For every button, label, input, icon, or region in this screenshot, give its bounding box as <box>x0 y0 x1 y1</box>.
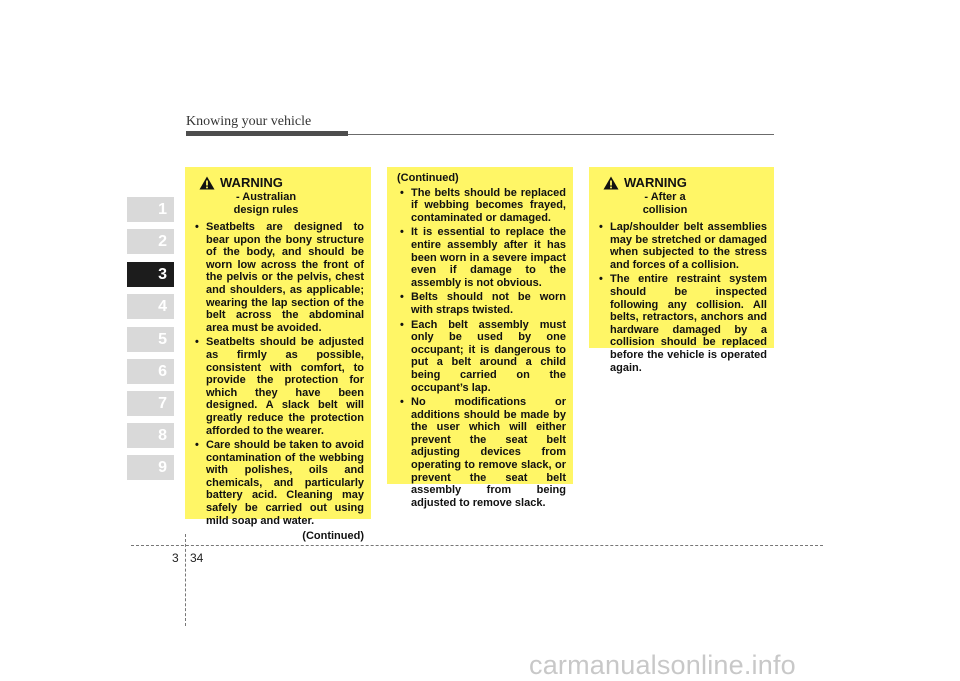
warning-label: WARNING <box>624 175 687 190</box>
watermark: carmanualsonline.info <box>529 650 796 680</box>
chapter-tab-3[interactable]: 3 <box>127 262 174 287</box>
list-item: • Care should be taken to avoid contamination of the webbing with polishes, oils and chemicals, and particularly battery acid. Cleaning may safely be carried out using mild soap and water. <box>192 439 364 527</box>
warning-subtitle: - Australian design rules <box>233 191 299 216</box>
chapter-tab-1[interactable]: 1 <box>127 197 174 222</box>
chapter-tab-4[interactable]: 4 <box>127 294 174 319</box>
list-item: • The belts should be replaced if webbing becomes frayed, contaminated or damaged. <box>397 187 566 225</box>
list-item: • It is essential to replace the entire assembly after it has been worn in a severe impact even if damage to the assembly is not obvious. <box>397 226 566 289</box>
list-item: • The entire restraint system should be inspected following any collision. All belts, retractors, anchors and hardware damaged by a collision should be replaced before the vehicle is operated again. <box>596 273 767 374</box>
warning-triangle-icon <box>603 176 619 190</box>
header-rule <box>348 134 774 135</box>
chapter-tab-6[interactable]: 6 <box>127 359 174 384</box>
chapter-tab-8[interactable]: 8 <box>127 423 174 448</box>
chapter-tab-5[interactable]: 5 <box>127 327 174 352</box>
bullet-list <box>192 221 364 527</box>
page-header-title: Knowing your vehicle <box>186 114 312 129</box>
list-item: • Seatbelts are designed to bear upon the bony structure of the body, and should be worn low across the front of the pelvis or the pelvis, chest and shoulders, as applicable; wearing the lap section of the belt across the abdominal area must be avoided. <box>192 221 364 334</box>
list-item: • Belts should not be worn with straps twisted. <box>397 291 566 316</box>
footer-chapter-number: 3 <box>172 551 179 565</box>
list-item: • No modifications or additions should be made by the user which will either prevent the seat belt adjusting devices from operating to remove slack, or prevent the seat belt assembly from being adjusted to remove slack. <box>397 396 566 509</box>
chapter-tab-2[interactable]: 2 <box>127 229 174 254</box>
warning-panel-australian-rules <box>185 167 371 543</box>
chapter-tab-7[interactable]: 7 <box>127 391 174 416</box>
warning-subtitle: - After a collision <box>642 191 688 216</box>
list-item: • Each belt assembly must only be used by one occupant; it is dangerous to put a belt around a child being carried on the occupant’s lap. <box>397 319 566 395</box>
warning-panel-after-collision <box>589 167 774 374</box>
warning-heading <box>603 175 767 217</box>
continued-label: (Continued) <box>302 530 364 543</box>
list-item: • Lap/shoulder belt assemblies may be stretched or damaged when subjected to the stress and forces of a collision. <box>596 221 767 271</box>
continued-panel <box>387 167 573 509</box>
warning-triangle-icon <box>199 176 215 190</box>
warning-heading <box>199 175 364 217</box>
list-item: • Seatbelts should be adjusted as firmly as possible, consistent with comfort, to provide the protection for which they have been designed. A slack belt will greatly reduce the protection afforded to the wearer. <box>192 336 364 437</box>
footer-divider <box>185 534 186 626</box>
continued-label: (Continued) <box>397 172 459 184</box>
bullet-list <box>397 187 566 510</box>
header-rule-dark <box>186 131 348 136</box>
chapter-tab-9[interactable]: 9 <box>127 455 174 480</box>
footer-rule <box>131 545 823 546</box>
warning-label: WARNING <box>220 175 283 190</box>
bullet-list <box>596 221 767 374</box>
footer-page-number: 34 <box>190 551 204 565</box>
